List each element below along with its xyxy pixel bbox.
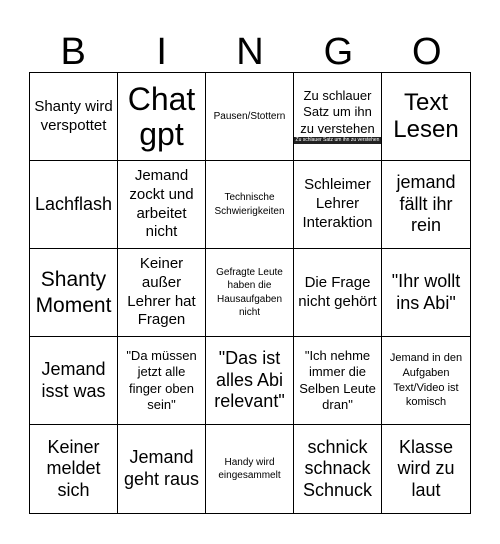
bingo-cell[interactable] [30,161,118,249]
bingo-cell[interactable] [118,249,206,337]
header-letter-g: G [323,30,354,73]
bingo-cell[interactable] [30,425,118,513]
header-letter-o: O [412,30,442,73]
cell-text: jemand fällt ihr rein [396,172,456,236]
cell-text: Klasse wird zu laut [397,436,455,500]
bingo-cell[interactable] [294,337,382,425]
cell-text: Keiner meldet sich [46,436,101,500]
bingo-cell[interactable] [294,73,382,161]
cell-text: Pausen/Stottern [213,110,286,122]
bingo-cell[interactable] [118,425,206,513]
cell-text: Shanty Moment [35,268,112,317]
cell-text: Die Frage nicht gehört [298,273,377,310]
cell-text: schnick schnack Schnuck [302,436,373,500]
bingo-cell[interactable] [30,249,118,337]
bingo-cell[interactable] [118,161,206,249]
bingo-cell[interactable] [206,249,294,337]
bingo-cell[interactable] [382,161,470,249]
cell-text: Jemand zockt und arbeitet nicht [129,167,194,241]
bingo-cell[interactable] [30,73,118,161]
cell-text: Jemand in den Aufgaben Text/Video ist komisch [389,351,463,409]
header-letter-b: B [60,30,86,73]
bingo-cell[interactable] [206,337,294,425]
cell-text: Gefragte Leute haben die Hausaufgaben nicht [216,266,283,318]
cell-text: Technische Schwierigkeiten [214,192,285,217]
cell-text: Text Lesen [393,89,459,143]
cell-overlay-label: Zu schlauer Satz um ihn zu verstehen [295,136,380,143]
bingo-cell[interactable] [382,249,470,337]
cell-text: "Ich nehme immer die Selben Leute dran" [299,348,376,412]
bingo-cell[interactable] [382,73,470,161]
bingo-cell[interactable] [382,337,470,425]
cell-text: "Da müssen jetzt alle finger oben sein" [126,348,197,412]
bingo-cell[interactable] [206,161,294,249]
bingo-cell[interactable] [206,73,294,161]
cell-text: "Das ist alles Abi relevant" [214,348,285,412]
bingo-cell[interactable] [294,249,382,337]
bingo-cell[interactable] [118,73,206,161]
cell-text: Keiner außer Lehrer hat Fragen [127,255,196,329]
bingo-cell[interactable] [118,337,206,425]
bingo-cell[interactable] [294,161,382,249]
cell-text: Shanty wird verspottet [34,97,113,134]
cell-text: Jemand isst was [41,358,106,401]
bingo-cell[interactable] [30,337,118,425]
header-letter-n: N [236,30,264,73]
cell-text: Handy wird eingesammelt [218,456,281,481]
cell-text: Lachflash [34,193,113,214]
bingo-cell[interactable] [382,425,470,513]
bingo-cell[interactable] [294,425,382,513]
bingo-card-grid [29,72,471,514]
cell-text: Schleimer Lehrer Interaktion [302,176,373,231]
cell-text: Chat gpt [127,80,196,152]
bingo-cell[interactable] [206,425,294,513]
header-letter-i: I [156,30,167,73]
cell-text: Zu schlauer Satz um ihn zu verstehen [300,88,375,136]
cell-text: "Ihr wollt ins Abi" [391,270,461,313]
bingo-header [29,28,471,76]
cell-text: Jemand geht raus [123,447,200,489]
